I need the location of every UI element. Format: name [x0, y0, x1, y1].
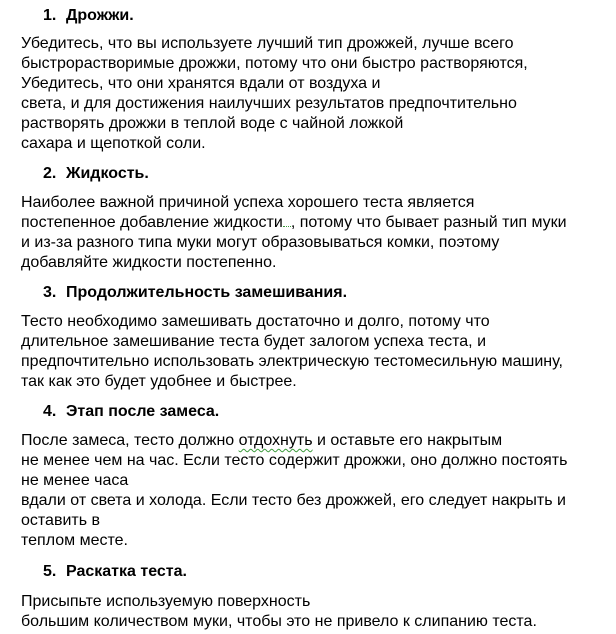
text-line: Присыпьте используемую поверхность [21, 593, 311, 610]
text-line: так как это будет удобнее и быстрее. [21, 373, 297, 390]
heading-number: 5. [43, 563, 57, 580]
heading-title: Дрожжи. [66, 7, 134, 24]
text-line: предпочтительно использовать электрическую тестомесильную машину, [21, 353, 563, 370]
text-line: большим количеством муки, чтобы это не привело к слипанию теста. [21, 613, 537, 630]
text-line: добавляйте жидкости постепенно. [21, 254, 277, 271]
text-line: Убедитесь, что они хранятся вдали от воздуха и [21, 75, 381, 92]
text-line: теплом месте. [21, 532, 128, 549]
section-paragraph [21, 312, 563, 392]
text-line: Тесто необходимо замешивать достаточно и долго, потому что [21, 313, 490, 330]
section-paragraph [21, 431, 567, 551]
heading-title: Этап после замеса. [66, 403, 220, 420]
text-segment: После замеса, тесто должно [21, 432, 239, 449]
text-line: быстрорастворимые дрожжи, потому что они быстро растворяются, [21, 55, 528, 72]
heading-number: 3. [43, 284, 57, 301]
text-line: и из-за разного типа муки могут образовываться комки, поэтому [21, 234, 500, 251]
text-segment: и оставьте его накрытым [312, 432, 503, 449]
spellcheck-word[interactable]: отдохнуть [238, 432, 313, 449]
text-line: не менее часа [21, 472, 129, 489]
text-line: оставить в [21, 512, 100, 529]
text-line [21, 213, 567, 233]
text-segment: , потому что бывает разный тип муки [290, 214, 567, 231]
heading-title: Продолжительность замешивания. [66, 284, 348, 301]
heading-title: Раскатка теста. [66, 563, 187, 580]
heading-number: 2. [43, 165, 57, 182]
text-line: растворять дрожжи в теплой воде с чайной ложкой [21, 115, 404, 132]
text-line [21, 431, 567, 451]
text-line: сахара и щепоткой соли. [21, 135, 206, 152]
text-line: не менее чем на час. Если тесто содержит дрожжи, оно должно постоять [21, 452, 568, 469]
text-line: Наиболее важной причиной успеха хорошего теста является [21, 194, 475, 211]
section-paragraph [21, 34, 528, 154]
text-line: Убедитесь, что вы используете лучший тип дрожжей, лучше всего [21, 35, 514, 52]
heading-number: 4. [43, 403, 57, 420]
text-line: света, и для достижения наилучших результатов предпочтительно [21, 95, 517, 112]
text-line: вдали от света и холода. Если тесто без дрожжей, его следует накрыть и [21, 492, 566, 509]
grammar-mark[interactable] [283, 216, 291, 227]
text-line: длительное замешивание теста будет залогом успеха теста, и [21, 333, 487, 350]
heading-title: Жидкость. [66, 165, 149, 182]
section-paragraph [21, 193, 567, 273]
section-paragraph [21, 592, 537, 632]
heading-number: 1. [43, 7, 57, 24]
text-segment: постепенное добавление жидкости [21, 214, 283, 231]
